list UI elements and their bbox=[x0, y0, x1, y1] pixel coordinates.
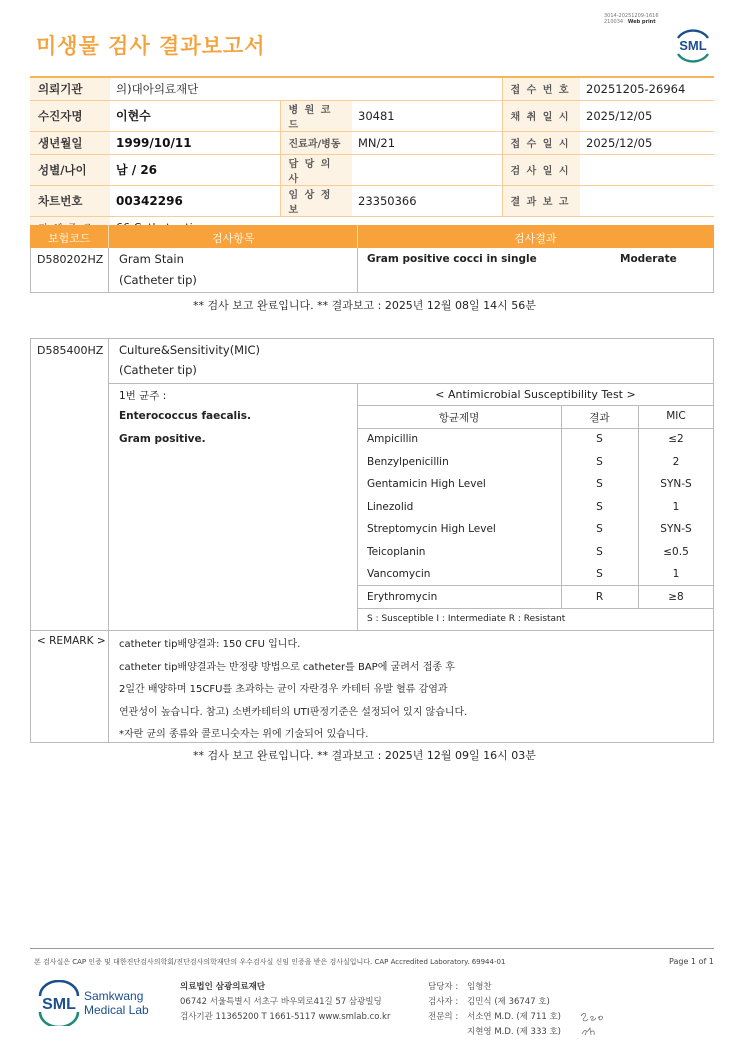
footer-notice: 본 검사실은 CAP 인증 및 대한진단검사의학회/진단검사의학재단의 우수검사실 신임 인증을 받은 검사실입니다. CAP Accredited Laboratory. 69944-01 bbox=[34, 958, 506, 966]
label-receipt-no: 접 수 번 호 bbox=[502, 77, 580, 100]
header-result: 검사결과 bbox=[514, 232, 557, 245]
ast-drug-name: Linezolid bbox=[367, 500, 414, 513]
footer-org-name: 의료법인 삼광의료재단 bbox=[180, 982, 266, 992]
patient-info-table bbox=[30, 76, 714, 240]
value-collect-date: 2025/12/05 bbox=[580, 100, 714, 131]
patient-row bbox=[30, 100, 714, 131]
ast-result: S bbox=[596, 455, 603, 468]
ast-result: S bbox=[596, 500, 603, 513]
organism-gram: Gram positive. bbox=[119, 433, 206, 445]
ast-result: S bbox=[596, 545, 603, 558]
print-code-line1: 3014-20251209-1616 bbox=[604, 13, 659, 19]
ast-result: S bbox=[596, 433, 603, 445]
sml-logo-icon bbox=[672, 26, 714, 64]
page-number: Page 1 of 1 bbox=[669, 957, 714, 966]
footer-address: 06742 서울특별시 서초구 바우뫼로41길 57 삼광빌딩 bbox=[180, 997, 382, 1007]
ast-mic: ≥8 bbox=[668, 590, 684, 603]
value-report-date bbox=[580, 185, 714, 216]
staff-label-1: 담당자 : bbox=[428, 982, 459, 992]
remark-line: catheter tip배양결과: 150 CFU 입니다. bbox=[119, 639, 301, 650]
staff-name-2: 김민식 (제 36747 호) bbox=[467, 997, 550, 1007]
label-chart-no: 차트번호 bbox=[30, 185, 110, 216]
staff-label-3: 전문의 : bbox=[428, 1012, 459, 1022]
label-patient-name: 수진자명 bbox=[30, 100, 110, 131]
ast-header-drug: 항균제명 bbox=[438, 412, 480, 424]
value-test-date bbox=[580, 154, 714, 185]
gram-item-specimen: (Catheter tip) bbox=[119, 273, 197, 287]
staff-label-2: 검사자 : bbox=[428, 997, 459, 1007]
value-chart-no: 00342296 bbox=[110, 185, 280, 216]
label-requester: 의뢰기관 bbox=[30, 77, 110, 100]
gram-report-status: ** 검사 보고 완료입니다. ** 결과보고 : 2025년 12월 08일 14시 56분 bbox=[193, 299, 536, 312]
value-patient-name: 이현수 bbox=[110, 100, 280, 131]
culture-report-status: ** 검사 보고 완료입니다. ** 결과보고 : 2025년 12월 09일 16시 03분 bbox=[193, 749, 536, 762]
ast-legend: S : Susceptible I : Intermediate R : Resistant bbox=[367, 614, 566, 624]
ast-mic: 1 bbox=[672, 500, 680, 513]
svg-text:SML: SML bbox=[679, 38, 707, 53]
value-clinical-info: 23350366 bbox=[352, 185, 502, 216]
footer-logo-name1: Samkwang bbox=[84, 989, 144, 1003]
ast-drug-name: Vancomycin bbox=[367, 568, 431, 580]
culture-code: D585400HZ bbox=[37, 344, 104, 357]
culture-item-specimen: (Catheter tip) bbox=[119, 363, 197, 377]
staff-name-3: 서소연 M.D. (제 711 호) bbox=[467, 1012, 562, 1022]
sml-footer-logo-icon bbox=[36, 980, 82, 1026]
ast-header-result: 결과 bbox=[589, 412, 610, 424]
footer-contact: 검사기관 11365200 T 1661-5117 www.smlab.co.kr bbox=[180, 1012, 391, 1022]
value-birthdate: 1999/10/11 bbox=[110, 131, 280, 154]
header-item: 검사항목 bbox=[212, 232, 255, 245]
ast-result: S bbox=[596, 568, 603, 580]
remark-label: < REMARK > bbox=[37, 635, 106, 647]
value-receipt-no: 20251205-26964 bbox=[580, 77, 714, 100]
footer-logo-name2: Medical Lab bbox=[84, 1003, 149, 1017]
gram-code: D580202HZ bbox=[37, 253, 104, 266]
ast-mic: ≤2 bbox=[668, 433, 684, 445]
label-hospital-code: 병 원 코 드 bbox=[280, 100, 352, 131]
value-receipt-date: 2025/12/05 bbox=[580, 131, 714, 154]
report-title: 미생물 검사 결과보고서 bbox=[36, 34, 266, 58]
print-code-line2: 210034 bbox=[604, 19, 624, 25]
ast-drug-name: Ampicillin bbox=[367, 433, 419, 445]
gram-amount: Moderate bbox=[620, 253, 677, 265]
label-clinical-info: 임 상 정 보 bbox=[280, 185, 352, 216]
ast-result: S bbox=[596, 523, 603, 535]
remark-line: 연관성이 높습니다. 참고) 소변카테터의 UTI판정기준은 설정되어 있지 않습니다. bbox=[119, 706, 468, 718]
ast-title: < Antimicrobial Susceptibility Test > bbox=[435, 388, 636, 401]
value-sex-age: 남 / 26 bbox=[110, 154, 280, 185]
ast-mic: SYN-S bbox=[660, 523, 692, 535]
remark-line: *자란 균의 종류와 콜로니숫자는 위에 기술되어 있습니다. bbox=[119, 729, 369, 740]
ast-drug-name: Gentamicin High Level bbox=[367, 478, 486, 490]
ast-drug-name: Teicoplanin bbox=[367, 545, 426, 558]
header-code: 보험코드 bbox=[48, 232, 91, 245]
label-department: 진료과/병동 bbox=[280, 131, 352, 154]
ast-drug-name: Streptomycin High Level bbox=[367, 523, 496, 535]
remark-line: 2일간 배양하며 15CFU를 초과하는 균이 자란경우 카테터 유발 혈류 감염과 bbox=[119, 684, 448, 695]
print-code-web: Web print bbox=[627, 19, 656, 25]
label-report-date: 결 과 보 고 bbox=[502, 185, 580, 216]
value-requester: 의)대아의료재단 bbox=[110, 77, 502, 100]
remark-line: catheter tip배양결과는 반정량 방법으로 catheter를 BAP에 굴려서 접종 후 bbox=[119, 661, 455, 673]
label-test-date: 검 사 일 시 bbox=[502, 154, 580, 185]
staff-name-1: 임형찬 bbox=[467, 982, 492, 992]
print-code bbox=[604, 13, 659, 25]
label-sex-age: 성별/나이 bbox=[30, 154, 110, 185]
staff-name-4: 지현영 M.D. (제 333 호) bbox=[467, 1027, 562, 1037]
value-hospital-code: 30481 bbox=[352, 100, 502, 131]
signature-icon bbox=[578, 1008, 608, 1040]
label-birthdate: 생년월일 bbox=[30, 131, 110, 154]
results-header-bar bbox=[30, 225, 714, 248]
label-receipt-date: 접 수 일 시 bbox=[502, 131, 580, 154]
organism-name: Enterococcus faecalis. bbox=[119, 410, 251, 422]
patient-row bbox=[30, 77, 714, 100]
label-collect-date: 채 취 일 시 bbox=[502, 100, 580, 131]
culture-item-name: Culture&Sensitivity(MIC) bbox=[119, 343, 261, 357]
label-doctor: 담 당 의 사 bbox=[280, 154, 352, 185]
patient-row bbox=[30, 185, 714, 216]
gram-item-name: Gram Stain bbox=[119, 252, 184, 266]
value-doctor bbox=[352, 154, 502, 185]
patient-row bbox=[30, 131, 714, 154]
ast-header-mic: MIC bbox=[666, 410, 686, 422]
svg-text:SML: SML bbox=[42, 996, 76, 1013]
value-department: MN/21 bbox=[352, 131, 502, 154]
organism-label: 1번 균주 : bbox=[119, 390, 167, 402]
patient-row bbox=[30, 154, 714, 185]
gram-result: Gram positive cocci in single bbox=[367, 253, 537, 265]
ast-drug-name: Benzylpenicillin bbox=[367, 455, 449, 468]
ast-drug-name: Erythromycin bbox=[367, 590, 438, 603]
ast-mic: SYN-S bbox=[660, 478, 692, 490]
ast-result: S bbox=[596, 478, 603, 490]
ast-mic: 2 bbox=[672, 455, 680, 468]
ast-mic: ≤0.5 bbox=[663, 545, 689, 558]
ast-mic: 1 bbox=[672, 568, 680, 580]
ast-result: R bbox=[595, 590, 604, 603]
